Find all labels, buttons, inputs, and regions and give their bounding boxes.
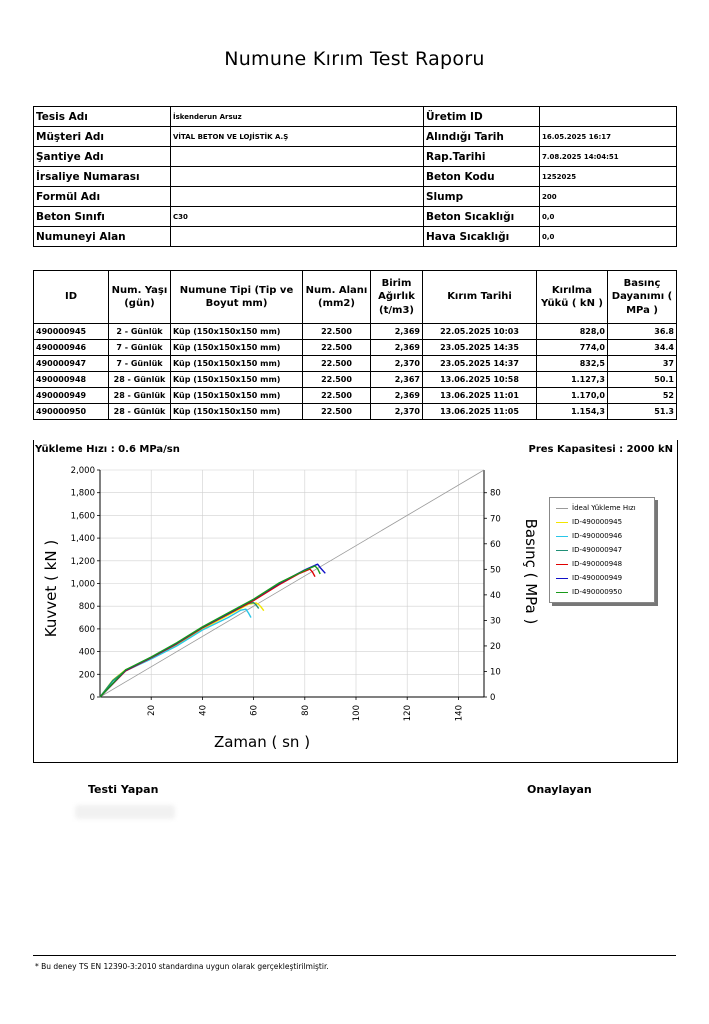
cell-age: 28 - Günlük bbox=[109, 404, 171, 420]
y-tick-label: 1,600 bbox=[70, 511, 95, 522]
legend-swatch bbox=[556, 550, 568, 551]
cell-area: 22.500 bbox=[303, 340, 371, 356]
info-row bbox=[34, 147, 677, 167]
cell-density: 2,370 bbox=[371, 404, 423, 420]
info-value: 7.08.2025 14:04:51 bbox=[540, 147, 677, 167]
info-label: Slump bbox=[424, 187, 540, 207]
x-tick-label: 140 bbox=[454, 705, 465, 722]
x-tick-label: 80 bbox=[300, 705, 311, 716]
y-tick-label: 400 bbox=[78, 647, 95, 658]
cell-id: 490000950 bbox=[34, 404, 109, 420]
y2-tick-label: 30 bbox=[490, 616, 501, 627]
legend-item bbox=[556, 587, 622, 597]
y-tick-label: 800 bbox=[78, 602, 95, 613]
legend-item bbox=[556, 573, 622, 583]
legend-label: ID-490000949 bbox=[572, 574, 623, 582]
cell-date: 13.06.2025 11:05 bbox=[423, 404, 537, 420]
info-label: Rap.Tarihi bbox=[424, 147, 540, 167]
cell-id: 490000948 bbox=[34, 372, 109, 388]
col-density: Birim Ağırlık (t/m3) bbox=[371, 271, 423, 324]
footnote: * Bu deney TS EN 12390-3:2010 standardına uygun olarak gerçekleştirilmiştir. bbox=[35, 962, 329, 971]
info-label: Beton Sınıfı bbox=[34, 207, 171, 227]
cell-strength: 37 bbox=[608, 356, 677, 372]
legend-swatch bbox=[556, 592, 568, 593]
legend-swatch bbox=[556, 564, 568, 565]
chart-legend bbox=[549, 497, 655, 603]
legend-label: ID-490000950 bbox=[572, 588, 623, 596]
footer-divider bbox=[33, 955, 676, 956]
cell-area: 22.500 bbox=[303, 356, 371, 372]
legend-item bbox=[556, 559, 622, 569]
y-tick-label: 0 bbox=[89, 693, 95, 703]
cell-area: 22.500 bbox=[303, 372, 371, 388]
cell-load: 1.170,0 bbox=[537, 388, 608, 404]
col-age: Num. Yaşı (gün) bbox=[109, 271, 171, 324]
cell-area: 22.500 bbox=[303, 404, 371, 420]
cell-load: 1.127,3 bbox=[537, 372, 608, 388]
info-label: Beton Kodu bbox=[424, 167, 540, 187]
cell-density: 2,367 bbox=[371, 372, 423, 388]
info-label: Şantiye Adı bbox=[34, 147, 171, 167]
cell-load: 774,0 bbox=[537, 340, 608, 356]
info-label: Alındığı Tarih bbox=[424, 127, 540, 147]
cell-density: 2,369 bbox=[371, 324, 423, 340]
cell-age: 28 - Günlük bbox=[109, 388, 171, 404]
table-row bbox=[34, 404, 677, 420]
info-value: 0,0 bbox=[540, 207, 677, 227]
press-capacity: Pres Kapasitesi : 2000 kN bbox=[528, 444, 673, 455]
legend-swatch bbox=[556, 536, 568, 537]
y-tick-label: 600 bbox=[78, 624, 95, 635]
table-row bbox=[34, 324, 677, 340]
info-label: Hava Sıcaklığı bbox=[424, 227, 540, 247]
report-title: Numune Kırım Test Raporu bbox=[224, 48, 485, 70]
legend-swatch bbox=[556, 522, 568, 523]
cell-type: Küp (150x150x150 mm) bbox=[171, 340, 303, 356]
y-tick-label: 1,200 bbox=[70, 556, 95, 567]
y2-tick-label: 20 bbox=[490, 641, 501, 652]
legend-item bbox=[556, 545, 622, 555]
info-value: 1252025 bbox=[540, 167, 677, 187]
info-row bbox=[34, 187, 677, 207]
cell-load: 828,0 bbox=[537, 324, 608, 340]
legend-swatch bbox=[556, 578, 568, 579]
col-type: Numune Tipi (Tip ve Boyut mm) bbox=[171, 271, 303, 324]
info-value: 200 bbox=[540, 187, 677, 207]
info-row bbox=[34, 207, 677, 227]
info-label: Beton Sıcaklığı bbox=[424, 207, 540, 227]
y2-tick-label: 60 bbox=[490, 539, 501, 550]
x-axis-label: Zaman ( sn ) bbox=[213, 733, 311, 751]
approver-label: Onaylayan bbox=[527, 783, 592, 796]
legend-label: ID-490000947 bbox=[572, 546, 623, 554]
cell-age: 7 - Günlük bbox=[109, 356, 171, 372]
col-id: ID bbox=[34, 271, 109, 324]
cell-date: 13.06.2025 10:58 bbox=[423, 372, 537, 388]
cell-id: 490000946 bbox=[34, 340, 109, 356]
y2-axis-label: Basınç ( MPa ) bbox=[522, 518, 540, 625]
y2-tick-label: 80 bbox=[490, 488, 501, 499]
info-value bbox=[171, 147, 424, 167]
x-tick-label: 40 bbox=[198, 705, 209, 716]
cell-strength: 34.4 bbox=[608, 340, 677, 356]
loading-rate: Yükleme Hızı : 0.6 MPa/sn bbox=[35, 444, 180, 455]
table-row bbox=[34, 340, 677, 356]
cell-type: Küp (150x150x150 mm) bbox=[171, 356, 303, 372]
info-row bbox=[34, 127, 677, 147]
x-tick-label: 20 bbox=[147, 705, 158, 716]
info-value bbox=[171, 227, 424, 247]
y2-tick-label: 70 bbox=[490, 514, 501, 525]
cell-strength: 50.1 bbox=[608, 372, 677, 388]
cell-strength: 51.3 bbox=[608, 404, 677, 420]
info-label: İrsaliye Numarası bbox=[34, 167, 171, 187]
y2-tick-label: 40 bbox=[490, 590, 501, 601]
info-row bbox=[34, 227, 677, 247]
col-strength: Basınç Dayanımı ( MPa ) bbox=[608, 271, 677, 324]
info-label: Formül Adı bbox=[34, 187, 171, 207]
y-tick-label: 2,000 bbox=[70, 466, 95, 476]
cell-load: 832,5 bbox=[537, 356, 608, 372]
cell-id: 490000945 bbox=[34, 324, 109, 340]
info-label: Numuneyi Alan bbox=[34, 227, 171, 247]
cell-age: 2 - Günlük bbox=[109, 324, 171, 340]
cell-id: 490000949 bbox=[34, 388, 109, 404]
info-label: Müşteri Adı bbox=[34, 127, 171, 147]
col-area: Num. Alanı (mm2) bbox=[303, 271, 371, 324]
x-tick-label: 100 bbox=[352, 705, 362, 722]
info-value: 16.05.2025 16:17 bbox=[540, 127, 677, 147]
cell-area: 22.500 bbox=[303, 324, 371, 340]
info-row bbox=[34, 167, 677, 187]
table-row bbox=[34, 372, 677, 388]
x-tick-label: 60 bbox=[249, 705, 260, 716]
y-tick-label: 1,800 bbox=[70, 488, 95, 499]
legend-label: İdeal Yükleme Hızı bbox=[572, 504, 636, 512]
cell-strength: 36.8 bbox=[608, 324, 677, 340]
y-axis-label: Kuvvet ( kN ) bbox=[42, 539, 60, 638]
cell-id: 490000947 bbox=[34, 356, 109, 372]
info-value bbox=[171, 167, 424, 187]
tester-label: Testi Yapan bbox=[88, 783, 159, 796]
info-value bbox=[540, 107, 677, 127]
cell-type: Küp (150x150x150 mm) bbox=[171, 388, 303, 404]
legend-label: ID-490000946 bbox=[572, 532, 623, 540]
info-value: VİTAL BETON VE LOJİSTİK A.Ş bbox=[171, 127, 424, 147]
info-label: Üretim ID bbox=[424, 107, 540, 127]
legend-label: ID-490000948 bbox=[572, 560, 623, 568]
cell-type: Küp (150x150x150 mm) bbox=[171, 372, 303, 388]
y2-tick-label: 0 bbox=[490, 693, 496, 703]
tests-table bbox=[33, 270, 677, 420]
legend-swatch bbox=[556, 508, 568, 509]
table-row bbox=[34, 356, 677, 372]
info-value bbox=[171, 187, 424, 207]
cell-load: 1.154,3 bbox=[537, 404, 608, 420]
info-row bbox=[34, 107, 677, 127]
legend-item bbox=[556, 517, 622, 527]
y-tick-label: 1,400 bbox=[70, 534, 95, 545]
cell-date: 23.05.2025 14:35 bbox=[423, 340, 537, 356]
cell-area: 22.500 bbox=[303, 388, 371, 404]
cell-type: Küp (150x150x150 mm) bbox=[171, 324, 303, 340]
info-value: İskenderun Arsuz bbox=[171, 107, 424, 127]
col-date: Kırım Tarihi bbox=[423, 271, 537, 324]
table-row bbox=[34, 388, 677, 404]
y2-tick-label: 10 bbox=[490, 667, 501, 678]
cell-density: 2,369 bbox=[371, 388, 423, 404]
cell-date: 22.05.2025 10:03 bbox=[423, 324, 537, 340]
cell-density: 2,369 bbox=[371, 340, 423, 356]
cell-date: 23.05.2025 14:37 bbox=[423, 356, 537, 372]
legend-label: ID-490000945 bbox=[572, 518, 623, 526]
blurred-signature bbox=[75, 805, 175, 819]
y-tick-label: 1,000 bbox=[70, 579, 95, 590]
info-value: C30 bbox=[171, 207, 424, 227]
legend-item bbox=[556, 503, 636, 513]
info-value: 0,0 bbox=[540, 227, 677, 247]
col-load: Kırılma Yükü ( kN ) bbox=[537, 271, 608, 324]
y2-tick-label: 50 bbox=[490, 565, 501, 576]
cell-strength: 52 bbox=[608, 388, 677, 404]
cell-density: 2,370 bbox=[371, 356, 423, 372]
x-tick-label: 120 bbox=[403, 705, 414, 722]
legend-item bbox=[556, 531, 622, 541]
info-label: Tesis Adı bbox=[34, 107, 171, 127]
cell-age: 28 - Günlük bbox=[109, 372, 171, 388]
info-table bbox=[33, 106, 677, 247]
y-tick-label: 200 bbox=[78, 670, 95, 681]
cell-age: 7 - Günlük bbox=[109, 340, 171, 356]
cell-type: Küp (150x150x150 mm) bbox=[171, 404, 303, 420]
cell-date: 13.06.2025 11:01 bbox=[423, 388, 537, 404]
